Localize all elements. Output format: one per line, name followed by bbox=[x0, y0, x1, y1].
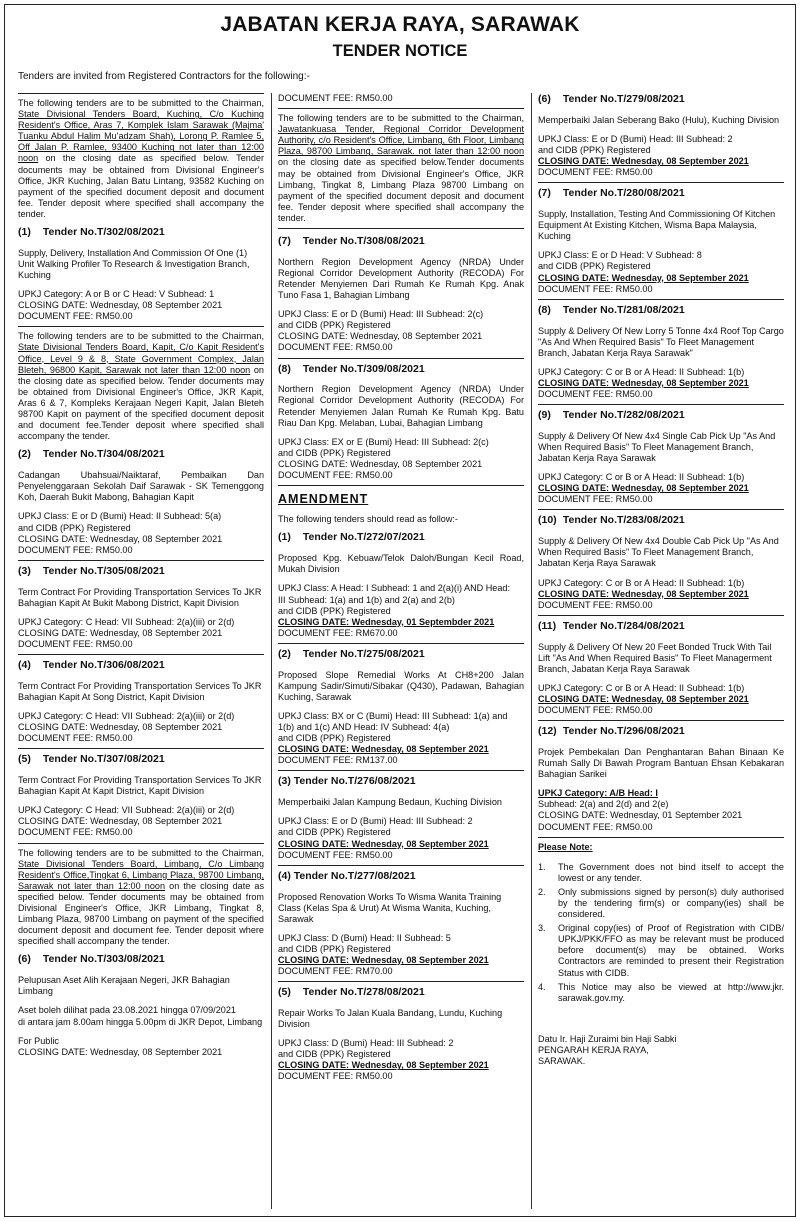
closing-date: CLOSING DATE: Wednesday, 08 September 2021 bbox=[538, 272, 749, 283]
divider bbox=[278, 770, 524, 771]
tender-class: UPKJ Category: C Head: VII Subhead: 2(a)(iii) or 2(d) bbox=[18, 616, 235, 627]
tender-class: and CIDB (PPK) Registered bbox=[18, 522, 131, 533]
tender-class: UPKJ Category: C or B or A Head: II Subhead: 1(b) bbox=[538, 472, 745, 483]
document-fee: DOCUMENT FEE: RM50.00 bbox=[538, 599, 653, 610]
tender-description: Term Contract For Providing Transportation Services To JKR Bahagian Kapit At Kapit District, Kapit Division bbox=[18, 775, 262, 797]
divider bbox=[18, 560, 264, 561]
closing-date: CLOSING DATE: Wednesday, 08 September 2021 bbox=[538, 693, 749, 704]
tender-class: and CIDB (PPK) Registered bbox=[278, 827, 391, 838]
document-fee: DOCUMENT FEE: RM50.00 bbox=[278, 342, 393, 353]
tender-description: Projek Pembekalan Dan Penghantaran Bahan Binaan Ke Rumah Sally Di Bawah Program Bantuan Ehsan Kebakaran Bahagian Sarikei bbox=[538, 746, 784, 780]
tender-class: UPKJ Class: A Head: I Subhead: 1 and 2(a)(i) AND Head: bbox=[278, 583, 511, 594]
divider bbox=[278, 108, 524, 109]
divider bbox=[278, 981, 524, 982]
closing-date: CLOSING DATE: Wednesday, 08 September 2021 bbox=[538, 377, 749, 388]
divider bbox=[538, 404, 784, 405]
document-fee: DOCUMENT FEE: RM50.00 bbox=[538, 388, 653, 399]
divider bbox=[18, 748, 264, 749]
notes-heading: Please Note: bbox=[538, 841, 593, 852]
tender-heading: (6) Tender No.T/279/08/2021 bbox=[538, 93, 685, 105]
tender-description: Northern Region Development Agency (NRDA) Under Regional Corridor Development Authority (RECODA) For Retender Menyiemen Jalan Rumah Ke Rumah Kpg. Batu Riau Dan Kpg. Melaban, Lubai, Bahagian Limbang bbox=[278, 384, 524, 428]
divider bbox=[18, 843, 264, 844]
tender-description: Term Contract For Providing Transportation Services To JKR Bahagian Kapit At Bukit Mabong District, Kapit Division bbox=[18, 586, 262, 608]
tender-class: UPKJ Class: E or D (Bumi) Head: III Subhead: 2 bbox=[538, 133, 733, 144]
tender-description: Supply & Delivery Of New Lorry 5 Tonne 4x4 Roof Top Cargo "As And When Required Basis" To Fleet Management Branch, Jabatan Kerja Raya Sarawak" bbox=[538, 325, 784, 358]
document-fee: DOCUMENT FEE: RM50.00 bbox=[538, 283, 653, 294]
column-1 bbox=[18, 93, 264, 1058]
tender-class: and CIDB (PPK) Registered bbox=[278, 605, 391, 616]
divider bbox=[538, 837, 784, 838]
tender-class: Subhead: 2(a) and 2(d) and 2(e) bbox=[538, 799, 669, 810]
tender-description: Proposed Renovation Works To Wisma Wanita Training Class (Kelas Spa & Urut) At Wisma Wanita, Kuching, Sarawak bbox=[278, 891, 502, 924]
tender-class: and CIDB (PPK) Registered bbox=[278, 733, 391, 744]
tender-class: UPKJ Category: C or B or A Head: II Subhead: 1(b) bbox=[538, 366, 745, 377]
tender-class: UPKJ Class: EX or E (Bumi) Head: III Subhead: 2(c) bbox=[278, 436, 489, 447]
closing-date: CLOSING DATE: Wednesday, 01 September 2021 bbox=[538, 810, 743, 821]
note-item: 2. Only submissions signed by person(s) duly authorised by the tendering firm(s) or company(ies) shall be considered. bbox=[538, 886, 784, 920]
recoda-submission-info: The following tenders are to be submitted to the Chairman, Jawatankuasa Tender, Regional Corridor Development Authority, c/o Resident's Office, Limbang, 6th Floor, Limbang Plaza, 98700 Limbang, Sarawak. not later than 12:00 noon on the closing date as specified below.Tender documents may be obtained from Divisional Engineer's Office, JKR Limbang, Tingkat 8, Limbang Plaza 98700 Limbang on payment of the specified document deposit and document fee. Tender deposit where specified shall accompany the tender. bbox=[278, 113, 524, 223]
tender-description: Memperbaiki Jalan Seberang Bako (Hulu), Kuching Division bbox=[538, 114, 780, 125]
tender-heading: (2) Tender No.T/304/08/2021 bbox=[18, 448, 165, 461]
note-item: 1. The Government does not bind itself to accept the lowest or any tender. bbox=[538, 861, 784, 883]
tender-description: Pelupusan Aset Alih Kerajaan Negeri, JKR Bahagian Limbang bbox=[18, 975, 230, 997]
closing-date: CLOSING DATE: Wednesday, 08 September 2021 bbox=[278, 458, 483, 469]
tender-class: and CIDB (PPK) Registered bbox=[538, 261, 651, 272]
signatory-place: SARAWAK. bbox=[538, 1056, 586, 1067]
closing-date: CLOSING DATE: Wednesday, 08 September 2021 bbox=[278, 1060, 489, 1071]
document-fee: DOCUMENT FEE: RM50.00 bbox=[18, 638, 133, 649]
closing-date: CLOSING DATE: Wednesday, 08 September 2021 bbox=[278, 955, 489, 965]
document-fee: DOCUMENT FEE: RM50.00 bbox=[538, 821, 653, 832]
tender-class: UPKJ Class: E or D (Bumi) Head: III Subhead: 2(c) bbox=[278, 309, 484, 320]
tender-class: III Subhead: 1(a) and 1(b) and 2(a) and 2(b) bbox=[278, 594, 455, 605]
limbang-submission-info: The following tenders are to be submitted to the Chairman, State Divisional Tenders Board, Limbang, C/o Limbang Resident's Office,Tingkat 6, Limbang Plaza, 98700 Limbang, Sarawak not later than 12:00 noon on the closing date as specified below. Tender documents may be obtained from Divisional Engineer's Office, JKR Limbang, Tingkat 8, Limbang Plaza, 98700 Limbang on payment of the specified document deposit and document fee. Tender deposit where specified shall accompany the tender. bbox=[18, 847, 264, 947]
tender-description: Supply, Delivery, Installation And Commission Of One (1) Unit Walking Profiler To Research & Investigation Branch, Kuching bbox=[18, 247, 250, 281]
signatory-name: Datu Ir. Haji Zuraimi bin Haji Sabki bbox=[538, 1033, 677, 1044]
divider bbox=[538, 509, 784, 510]
tender-class: UPKJ Category: C or B or A Head: II Subhead: 1(b) bbox=[538, 577, 745, 588]
tender-description: Supply & Delivery Of New 4x4 Double Cab Pick Up "As And When Required Basis" To Fleet Management Branch, Jabatan Kerja Raya Sarawak bbox=[538, 536, 779, 569]
tender-class: and CIDB (PPK) Registered bbox=[278, 320, 391, 331]
document-fee: DOCUMENT FEE: RM50.00 bbox=[278, 470, 393, 481]
note-item: 4. This Notice may also be viewed at http://www.jkr. sarawak.gov.my. bbox=[538, 981, 784, 1003]
closing-date: CLOSING DATE: Wednesday, 08 September 2021 bbox=[278, 744, 489, 755]
closing-date: CLOSING DATE: Wednesday, 08 September 2021 bbox=[278, 838, 489, 849]
column-divider bbox=[271, 93, 272, 1209]
amendment-intro: The following tenders should read as follow:- bbox=[278, 514, 458, 525]
column-2 bbox=[278, 93, 524, 1083]
tender-heading: (5) Tender No.T/278/08/2021 bbox=[278, 986, 425, 999]
document-fee: DOCUMENT FEE: RM50.00 bbox=[278, 93, 393, 103]
tender-public: For Public bbox=[18, 1035, 59, 1046]
document-fee: DOCUMENT FEE: RM50.00 bbox=[278, 849, 393, 860]
tender-class: UPKJ Category: A/B Head: I bbox=[538, 788, 658, 799]
tender-heading: (7) Tender No.T/308/08/2021 bbox=[278, 235, 425, 248]
tender-heading: (8) Tender No.T/309/08/2021 bbox=[278, 362, 425, 375]
kuching-submission-info: The following tenders are to be submitted to the Chairman, State Divisional Tenders Board, Kuching, C/o Kuching Resident's Office, Aras 7, Komplek Islam Sarawak (Majma' Tuanku Abdul Halim Mu'adzam Shah), Lorong P. Ramlee 5, Off Jalan P. Ramlee, 93400 Kuching not later than 12:00 noon on the closing date as specified below. Tender documents may be obtained from Divisional Engineer's Office, JKR Kuching, Jalan Batu Lintang, 93582 Kuching on payment of the specified document deposit and document fee. Tender deposit where specified shall accompany the tender. bbox=[18, 98, 264, 219]
tender-heading: (4) Tender No.T/306/08/2021 bbox=[18, 659, 165, 672]
viewing-info: Aset boleh dilihat pada 23.08.2021 hingga 07/09/2021 bbox=[18, 1005, 236, 1016]
tender-class: 1(b) and 1(c) AND Head: IV Subhead: 4(a) bbox=[278, 722, 450, 733]
tender-class: UPKJ Class: E or D (Bumi) Head: III Subhead: 2 bbox=[278, 816, 473, 827]
tender-heading: (11) Tender No.T/284/08/2021 bbox=[538, 619, 685, 632]
divider bbox=[278, 485, 524, 486]
tender-description: Supply & Delivery Of New 4x4 Single Cab Pick Up "As And When Required Basis" To Fleet Management Branch, Jabatan Kerja Raya Sarawak bbox=[538, 430, 776, 464]
tender-class: UPKJ Category: C Head: VII Subhead: 2(a)(iii) or 2(d) bbox=[18, 711, 235, 722]
column-3 bbox=[538, 93, 784, 1067]
tender-description: Proposed Kpg. Kebuaw/Telok Daloh/Bungan Kecil Road, Mukah Division bbox=[278, 553, 524, 575]
document-fee: DOCUMENT FEE: RM70.00 bbox=[278, 966, 393, 977]
signature-block bbox=[538, 1034, 784, 1067]
document-fee: DOCUMENT FEE: RM50.00 bbox=[18, 544, 133, 555]
document-fee: DOCUMENT FEE: RM50.00 bbox=[278, 1071, 393, 1082]
closing-date: CLOSING DATE: Wednesday, 08 September 2021 bbox=[538, 588, 749, 599]
tender-class: UPKJ Category: C Head: VII Subhead: 2(a)(iii) or 2(d) bbox=[18, 805, 235, 816]
tender-class: UPKJ Class: E or D (Bumi) Head: II Subhead: 5(a) bbox=[18, 511, 222, 522]
divider bbox=[278, 643, 524, 644]
tender-heading: (6) Tender No.T/303/08/2021 bbox=[18, 953, 165, 966]
page-title: JABATAN KERJA RAYA, SARAWAK bbox=[220, 13, 580, 36]
tender-class: UPKJ Class: BX or C (Bumi) Head: III Subhead: 1(a) and bbox=[278, 711, 508, 721]
divider bbox=[278, 358, 524, 359]
amendment-heading: AMENDMENT bbox=[278, 492, 369, 507]
tender-description: Supply, Installation, Testing And Commissioning Of Kitchen Equipment At Existing Kitchen, Wisma Bapa Malaysia, Kuching bbox=[538, 209, 776, 242]
tender-heading: (3) Tender No.T/305/08/2021 bbox=[18, 564, 165, 577]
tender-heading: (10) Tender No.T/283/08/2021 bbox=[538, 514, 685, 527]
document-fee: DOCUMENT FEE: RM670.00 bbox=[278, 627, 398, 638]
tender-class: UPKJ Class: E or D Head: V Subhead: 8 bbox=[538, 250, 702, 261]
closing-date: CLOSING DATE: Wednesday, 08 September 2021 bbox=[18, 300, 223, 311]
tender-class: UPKJ Class: D (Bumi) Head: II Subhead: 5 bbox=[278, 932, 451, 943]
tender-class: UPKJ Category: C or B or A Head: II Subhead: 1(b) bbox=[538, 682, 745, 693]
tender-class: and CIDB (PPK) Registered bbox=[278, 943, 391, 954]
closing-date: CLOSING DATE: Wednesday, 08 September 2021 bbox=[18, 722, 223, 733]
divider bbox=[278, 228, 524, 229]
divider bbox=[278, 865, 524, 866]
document-fee: DOCUMENT FEE: RM50.00 bbox=[18, 311, 133, 322]
tender-heading: (1) Tender No.T/272/07/2021 bbox=[278, 531, 425, 544]
document-fee: DOCUMENT FEE: RM50.00 bbox=[18, 733, 133, 744]
tender-description: Supply & Delivery Of New 20 Feet Bonded Truck With Tail Lift "As And When Required Basis" To Fleet Managerment Branch, Jabatan Kerja Raya Sarawak bbox=[538, 641, 772, 674]
tender-class: UPKJ Class: D (Bumi) Head: III Subhead: 2 bbox=[278, 1038, 454, 1049]
divider bbox=[538, 182, 784, 183]
closing-date: CLOSING DATE: Wednesday, 08 September 2021 bbox=[18, 1046, 223, 1057]
document-fee: DOCUMENT FEE: RM50.00 bbox=[538, 167, 653, 178]
divider bbox=[538, 299, 784, 300]
tender-heading: (12) Tender No.T/296/08/2021 bbox=[538, 725, 685, 738]
tender-heading: (7) Tender No.T/280/08/2021 bbox=[538, 187, 685, 200]
closing-date: CLOSING DATE: Wednesday, 08 September 2021 bbox=[18, 533, 223, 544]
tender-description: Proposed Slope Remedial Works At CH8+200 Jalan Kampung Sadir/Simuti/Sibakar (Q430), Padawan, Bahagian Kuching, Sarawak bbox=[278, 669, 524, 702]
page-subtitle: TENDER NOTICE bbox=[332, 42, 468, 60]
closing-date: CLOSING DATE: Wednesday, 08 September 2021 bbox=[538, 156, 749, 167]
tender-heading: (1) Tender No.T/302/08/2021 bbox=[18, 226, 165, 239]
closing-date: CLOSING DATE: Wednesday, 08 September 2021 bbox=[538, 483, 749, 494]
divider bbox=[18, 93, 264, 94]
signatory-title: PENGARAH KERJA RAYA, bbox=[538, 1044, 649, 1055]
divider bbox=[538, 615, 784, 616]
document-fee: DOCUMENT FEE: RM50.00 bbox=[538, 494, 653, 505]
document-fee: DOCUMENT FEE: RM50.00 bbox=[538, 705, 653, 716]
divider bbox=[538, 720, 784, 721]
intro-text: Tenders are invited from Registered Contractors for the following:- bbox=[18, 71, 310, 82]
divider bbox=[18, 326, 264, 327]
tender-class: UPKJ Category: A or B or C Head: V Subhead: 1 bbox=[18, 289, 215, 300]
tender-description: Memperbaiki Jalan Kampung Bedaun, Kuching Division bbox=[278, 797, 502, 808]
closing-date: CLOSING DATE: Wednesday, 01 Septembder 2021 bbox=[278, 616, 495, 627]
tender-class: and CIDB (PPK) Registered bbox=[278, 1049, 391, 1060]
notes-list bbox=[538, 862, 784, 1004]
closing-date: CLOSING DATE: Wednesday, 08 September 2021 bbox=[18, 816, 223, 827]
closing-date: CLOSING DATE: Wednesday, 08 September 2021 bbox=[278, 331, 483, 342]
tender-class: and CIDB (PPK) Registered bbox=[538, 144, 651, 155]
document-fee: DOCUMENT FEE: RM137.00 bbox=[278, 755, 398, 766]
tender-heading: (3) Tender No.T/276/08/2021 bbox=[278, 775, 416, 788]
tender-description: Cadangan Ubahsuai/Naiktaraf, Pembaikan Dan Penyelenggaraan Sekolah Daif Sarawak - SK Temenggong Koh, Daerah Bukit Mabong, Bahagian Kapit bbox=[18, 470, 264, 503]
tender-description: Northern Region Development Agency (NRDA) Under Regional Corridor Development Authority (RECODA) For Retender Menyiemen Dari Rumah Ke Rumah Kpg. Anak Tuno Fasa 1, Bahagian Limbang bbox=[278, 256, 524, 301]
tender-heading: (9) Tender No.T/282/08/2021 bbox=[538, 409, 685, 422]
tender-class: and CIDB (PPK) Registered bbox=[278, 447, 391, 458]
tender-heading: (2) Tender No.T/275/08/2021 bbox=[278, 647, 425, 660]
divider bbox=[18, 654, 264, 655]
note-item: 3. Original copy(ies) of Proof of Registration with CIDB/ UPKJ/PKK/FFO as may be relevant must be produced before document(s) may be obtained. Works Contractors are reminded to present their Registration Status with CIDB. bbox=[538, 923, 784, 978]
tender-description: Term Contract For Providing Transportation Services To JKR Bahagian Kapit At Song District, Kapit Division bbox=[18, 680, 262, 702]
kapit-submission-info: The following tenders are to be submitted to the Chairman, State Divisional Tenders Board, Kapit, C/o Kapit Resident's Office, Level 9 & 8, State Government Complex, Jalan Bleteh, 96800 Kapit, Sarawak not later than 12:00 noon on the closing date as specified below. Tender documents may be obtained from Divisional Engineer's Office, JKR Kapit, Aras 6 & 7, Kompleks Kerajaan Negeri Kapit, Jalan Bleteh 98700 Kapit on payment of the specified document deposit and document fee.Tender deposit where specified shall accompany the tender. bbox=[18, 331, 264, 442]
closing-date: CLOSING DATE: Wednesday, 08 September 2021 bbox=[18, 627, 223, 638]
document-fee: DOCUMENT FEE: RM50.00 bbox=[18, 827, 133, 838]
tender-heading: (8) Tender No.T/281/08/2021 bbox=[538, 303, 685, 316]
column-divider bbox=[531, 93, 532, 1209]
tender-heading: (5) Tender No.T/307/08/2021 bbox=[18, 753, 165, 766]
viewing-info: di antara jam 8.00am hingga 5.00pm di JKR Depot, Limbang bbox=[18, 1016, 263, 1027]
tender-heading: (4) Tender No.T/277/08/2021 bbox=[278, 869, 416, 882]
tender-description: Repair Works To Jalan Kuala Bandang, Lundu, Kuching Division bbox=[278, 1007, 503, 1030]
